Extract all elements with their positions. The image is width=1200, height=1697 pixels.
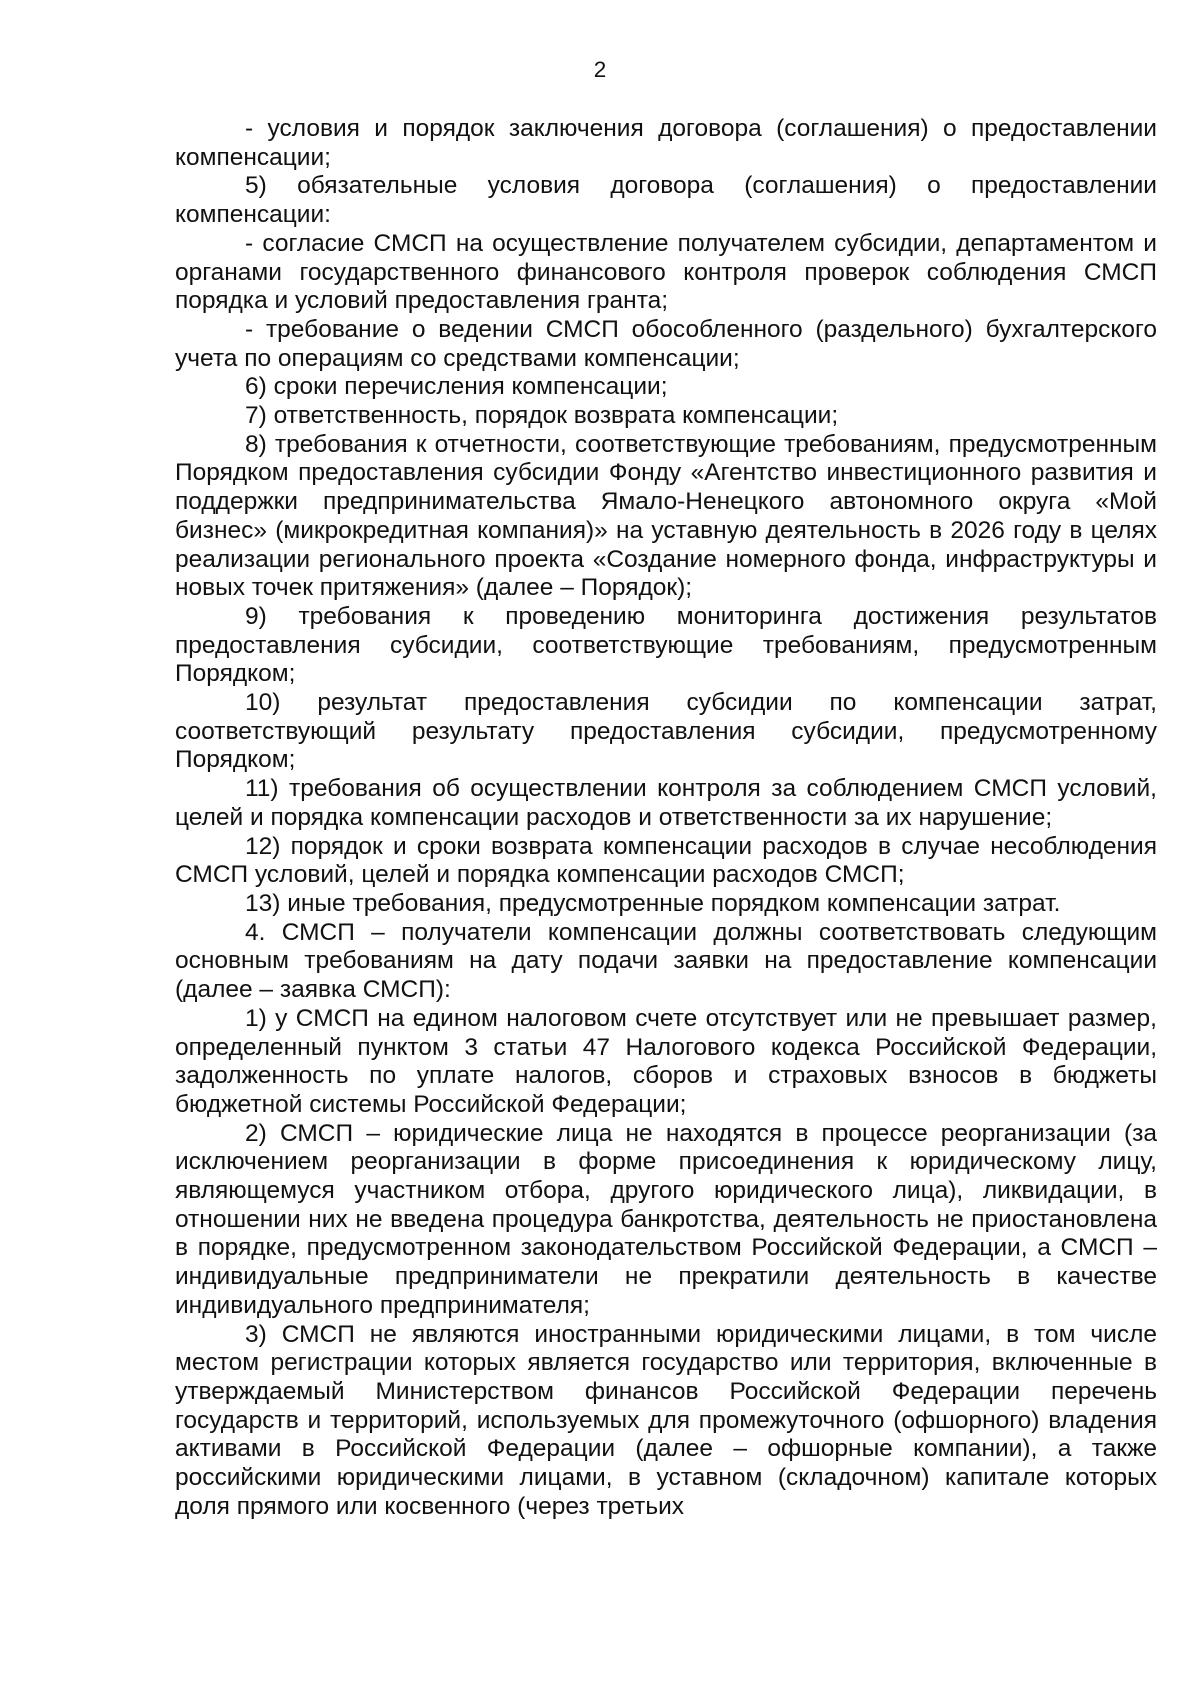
paragraph-section-4: 4. СМСП – получатели компенсации должны соответствовать следующим основным требованиям на дату подачи заявки на предоставление компенсации (далее – заявка СМСП): — [175, 918, 1157, 1004]
paragraph-item-5: 5) обязательные условия договора (соглашения) о предоставлении компенсации: — [175, 172, 1157, 229]
paragraph-item-11: 11) требования об осуществлении контроля за соблюдением СМСП условий, целей и порядка компенсации расходов и ответственности за их нарушение; — [175, 775, 1157, 831]
paragraph-requirement-3: 3) СМСП не являются иностранными юридическими лицами, в том числе местом регистрации которых является государство или территория, включенные в утверждаемый Министерством финансов Российской Федерации перечень государств и территорий, используемых для промежуточного (офшорного) владения активами в Российской Федерации (далее – офшорные компании), а также российскими юридическими лицами, в уставном (складочном) капитале которых доля прямого или косвенного (через третьих — [175, 1320, 1157, 1520]
paragraph-requirement-1: 1) у СМСП на едином налоговом счете отсутствует или не превышает размер, определенный пунктом 3 статьи 47 Налогового кодекса Российской Федерации, задолженность по уплате налогов, сборов и страховых взносов в бюджеты бюджетной системы Российской Федерации; — [175, 1004, 1157, 1118]
paragraph-separate-accounting: - требование о ведении СМСП обособленного (раздельного) бухгалтерского учета по операциям со средствами компенсации; — [175, 315, 1157, 372]
paragraph-item-9: 9) требования к проведению мониторинга достижения результатов предоставления субсидии, соответствующие требованиям, предусмотренным Порядком; — [175, 602, 1157, 688]
paragraph-item-13: 13) иные требования, предусмотренные порядком компенсации затрат. — [245, 889, 1061, 917]
paragraph-item-6: 6) сроки перечисления компенсации; — [245, 373, 668, 401]
paragraph-requirement-2: 2) СМСП – юридические лица не находятся в процессе реорганизации (за исключением реорганизации в форме присоединения к юридическому лицу, являющемуся участником отбора, другого юридического лица), ликвидации, в отношении них не введена процедура банкротства, деятельность не приостановлена в порядке, предусмотренном законодательством Российской Федерации, а СМСП – индивидуальные предприниматели не прекратили деятельность в качестве индивидуального предпринимателя; — [175, 1119, 1157, 1319]
paragraph-item-7: 7) ответственность, порядок возврата компенсации; — [245, 402, 839, 430]
paragraph-item-8: 8) требования к отчетности, соответствующие требованиям, предусмотренным Порядком предоставления субсидии Фонду «Агентство инвестиционного развития и поддержки предпринимательства Ямало-Ненецкого автономного округа «Мой бизнес» (микрокредитная компания)» на уставную деятельность в 2026 году в целях реализации регионального проекта «Создание номерного фонда, инфраструктуры и новых точек притяжения» (далее – Порядок); — [175, 430, 1157, 602]
paragraph-contract-conditions: - условия и порядок заключения договора (соглашения) о предоставлении компенсации; — [175, 115, 1157, 171]
paragraph-consent: - согласие СМСП на осуществление получателем субсидии, департаментом и органами государственного финансового контроля проверок соблюдения СМСП порядка и условий предоставления гранта; — [175, 229, 1157, 315]
page-number: 2 — [593, 57, 607, 82]
document-body — [175, 115, 1157, 1521]
paragraph-item-12: 12) порядок и сроки возврата компенсации расходов в случае несоблюдения СМСП условий, целей и порядка компенсации расходов СМСП; — [175, 832, 1157, 889]
paragraph-item-10: 10) результат предоставления субсидии по компенсации затрат, соответствующий результату предоставления субсидии, предусмотренному Порядком; — [175, 689, 1157, 774]
